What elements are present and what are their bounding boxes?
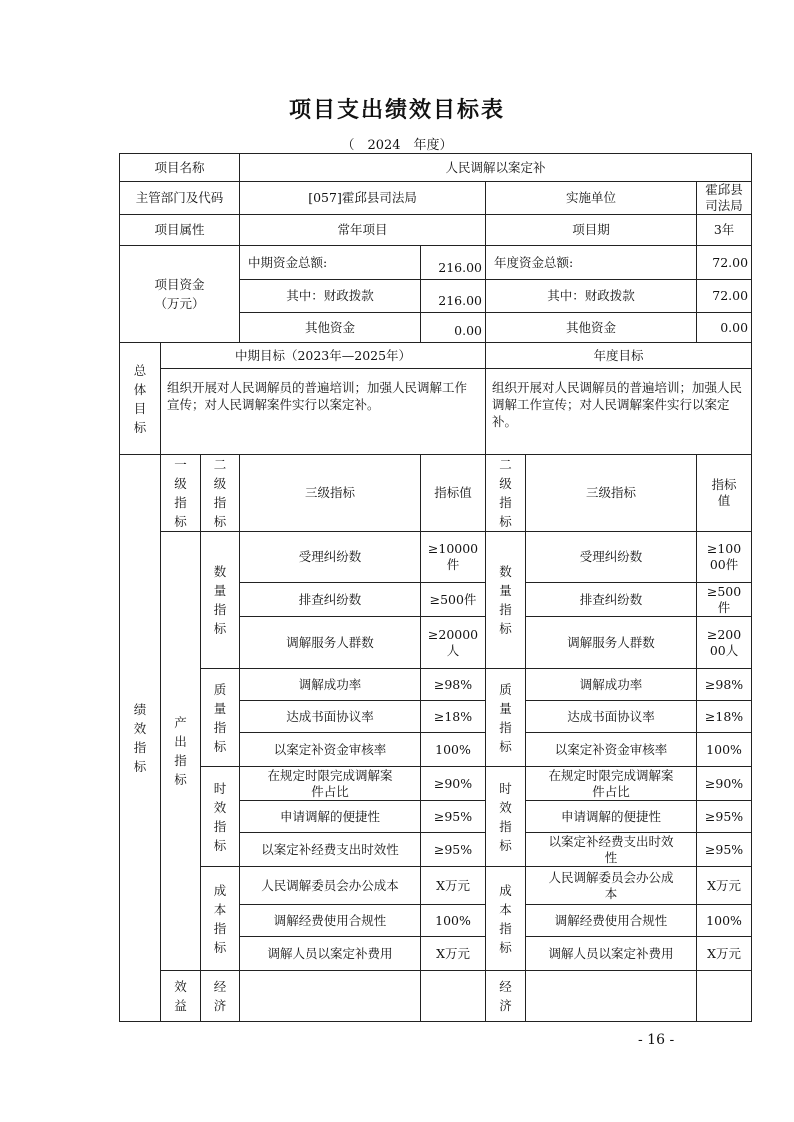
period-value: 3年 [697,215,752,246]
dept-value: [057]霍邱县司法局 [240,182,486,215]
indicator-name-2: 受理纠纷数 [526,532,697,583]
mid-other-value: 0.00 [421,313,486,343]
indicator-name: 达成书面协议率 [240,701,421,733]
indicator-name: 调解服务人群数 [240,617,421,669]
value-header-2: 指标值 [697,455,752,532]
year-fiscal-value: 72.00 [697,280,752,313]
period-label: 项目期 [486,215,697,246]
indicator-value-2: ≥90% [697,767,752,801]
cost-category-2: 成本指标 [486,867,526,971]
quality-category-2: 质量指标 [486,669,526,767]
cost-category: 成本指标 [201,867,240,971]
level3-header: 三级指标 [240,455,421,532]
time-category-2: 时效指标 [486,767,526,867]
indicator-value: 100% [421,733,486,767]
indicator-value-2 [697,971,752,1022]
year-goal-text: 组织开展对人民调解员的普遍培训；加强人民调解工作宣传；对人民调解案件实行以案定补。 [486,369,752,455]
attr-label: 项目属性 [120,215,240,246]
indicator-value-2: 100% [697,733,752,767]
indicator-name: 以案定补资金审核率 [240,733,421,767]
indicator-name-2: 以案定补资金审核率 [526,733,697,767]
indicator-name: 以案定补经费支出时效性 [240,833,421,867]
quantity-category: 数量指标 [201,532,240,669]
indicator-value-2: ≥10000件 [697,532,752,583]
indicator-name: 在规定时限完成调解案件占比 [240,767,421,801]
value-header: 指标值 [421,455,486,532]
year-other-value: 0.00 [697,313,752,343]
economic-category-2: 经济 [486,971,526,1022]
indicator-name-2: 人民调解委员会办公成本 [526,867,697,905]
level2-header: 二级指标 [201,455,240,532]
indicator-value-2: X万元 [697,867,752,905]
indicator-value: X万元 [421,867,486,905]
indicator-name-2 [526,971,697,1022]
level3-header-2: 三级指标 [526,455,697,532]
time-category: 时效指标 [201,767,240,867]
indicator-name [240,971,421,1022]
indicator-value: ≥90% [421,767,486,801]
mid-other-label: 其他资金 [240,313,421,343]
page-title: 项目支出绩效目标表 [288,97,505,123]
indicator-value-2: ≥95% [697,801,752,833]
indicator-value: ≥95% [421,833,486,867]
perf-indicator-label: 绩效指标 [120,455,161,1022]
indicator-value [421,971,486,1022]
indicator-value-2: X万元 [697,937,752,971]
indicator-name: 人民调解委员会办公成本 [240,867,421,905]
overall-goal-label: 总体目标 [120,343,161,455]
indicator-name: 受理纠纷数 [240,532,421,583]
indicator-value: X万元 [421,937,486,971]
economic-category: 经济 [201,971,240,1022]
indicator-name-2: 调解服务人群数 [526,617,697,669]
mid-goal-text: 组织开展对人民调解员的普遍培训；加强人民调解工作宣传；对人民调解案件实行以案定补。 [161,369,486,455]
year-fiscal-label: 其中：财政拨款 [486,280,697,313]
attr-value: 常年项目 [240,215,486,246]
impl-value: 霍邱县司法局 [697,182,752,215]
indicator-name-2: 在规定时限完成调解案件占比 [526,767,697,801]
indicator-name-2: 申请调解的便捷性 [526,801,697,833]
year-goal-header: 年度目标 [486,343,752,369]
level2-header-2: 二级指标 [486,455,526,532]
benefit-label: 效益 [161,971,201,1022]
indicator-name-2: 调解经费使用合规性 [526,905,697,937]
indicator-name-2: 达成书面协议率 [526,701,697,733]
page-number: - 16 - [638,1032,675,1048]
indicator-value: 100% [421,905,486,937]
indicator-value-2: ≥98% [697,669,752,701]
project-name-label: 项目名称 [120,154,240,182]
mid-total-value: 216.00 [421,246,486,280]
indicator-name: 调解成功率 [240,669,421,701]
indicator-value: ≥98% [421,669,486,701]
indicator-name-2: 调解成功率 [526,669,697,701]
indicator-name: 排查纠纷数 [240,583,421,617]
indicator-value-2: ≥18% [697,701,752,733]
indicator-name: 申请调解的便捷性 [240,801,421,833]
output-indicator-label: 产出指标 [161,532,201,971]
dept-label: 主管部门及代码 [120,182,240,215]
indicator-name-2: 排查纠纷数 [526,583,697,617]
indicator-value-2: ≥95% [697,833,752,867]
year-label: （ 2024 年度） [341,138,453,153]
indicator-value: ≥95% [421,801,486,833]
year-total-label: 年度资金总额: [486,246,697,280]
project-name-value: 人民调解以案定补 [240,154,752,182]
indicator-name-2: 以案定补经费支出时效性 [526,833,697,867]
indicator-value: ≥18% [421,701,486,733]
impl-label: 实施单位 [486,182,697,215]
mid-fiscal-label: 其中：财政拨款 [240,280,421,313]
mid-goal-header: 中期目标（2023年—2025年） [161,343,486,369]
performance-table [119,153,752,1022]
quality-category: 质量指标 [201,669,240,767]
indicator-name: 调解经费使用合规性 [240,905,421,937]
funds-label: 项目资金（万元） [120,246,240,343]
indicator-name-2: 调解人员以案定补费用 [526,937,697,971]
mid-fiscal-value: 216.00 [421,280,486,313]
indicator-value: ≥10000件 [421,532,486,583]
level1-header: 一级指标 [161,455,201,532]
quantity-category-2: 数量指标 [486,532,526,669]
indicator-value-2: 100% [697,905,752,937]
indicator-value: ≥500件 [421,583,486,617]
year-total-value: 72.00 [697,246,752,280]
indicator-value: ≥20000人 [421,617,486,669]
year-other-label: 其他资金 [486,313,697,343]
mid-total-label: 中期资金总额: [240,246,421,280]
indicator-value-2: ≥500件 [697,583,752,617]
indicator-value-2: ≥20000人 [697,617,752,669]
indicator-name: 调解人员以案定补费用 [240,937,421,971]
